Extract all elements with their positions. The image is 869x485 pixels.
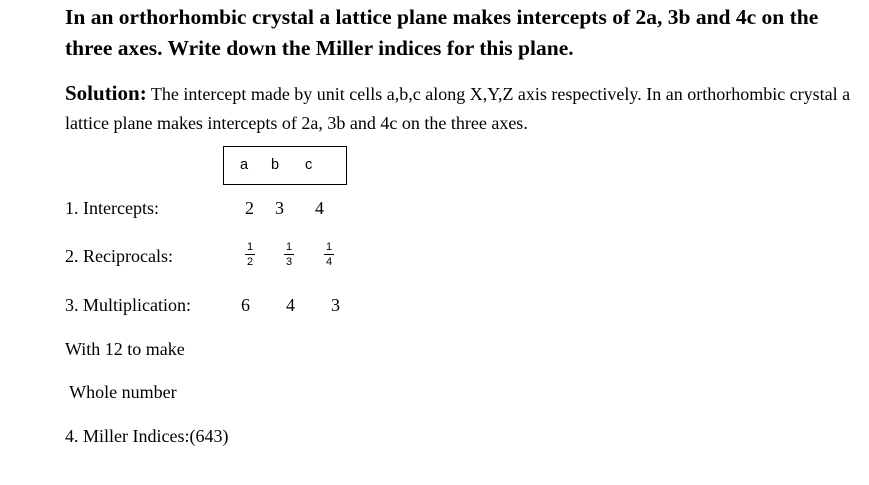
multiplication-value: 6	[241, 295, 250, 315]
intercepts-label: 1. Intercepts:	[65, 198, 159, 218]
axis-label-c: c	[305, 157, 313, 173]
intercept-value: 3	[275, 198, 284, 218]
fraction-numerator: 1	[246, 241, 254, 253]
miller-indices-result: 4. Miller Indices:(643)	[65, 426, 229, 446]
solution-label: Solution:	[65, 81, 147, 105]
axis-label-a: a	[240, 157, 249, 173]
multiplication-label: 3. Multiplication:	[65, 295, 191, 315]
intercept-value: 2	[245, 198, 254, 218]
fraction-denominator: 2	[246, 256, 254, 268]
solution-paragraph	[65, 79, 855, 138]
fraction-numerator: 1	[325, 241, 333, 253]
fraction-bar	[324, 254, 334, 255]
axis-header-box	[223, 146, 347, 185]
fraction-numerator: 1	[285, 241, 293, 253]
reciprocal-fraction	[245, 241, 255, 268]
reciprocals-label: 2. Reciprocals:	[65, 246, 173, 266]
intercept-value: 4	[315, 198, 324, 218]
reciprocal-fraction	[324, 241, 334, 268]
fraction-denominator: 4	[325, 256, 333, 268]
fraction-denominator: 3	[285, 256, 293, 268]
fraction-bar	[284, 254, 294, 255]
question-text: In an orthorhombic crystal a lattice plane makes intercepts of 2a, 3b and 4c on the three axes. Write down the Miller indices for this plane.	[65, 5, 819, 60]
multiplication-value: 4	[286, 295, 295, 315]
note-line-1: With 12 to make	[65, 339, 185, 359]
fraction-bar	[245, 254, 255, 255]
reciprocal-fraction	[284, 241, 294, 268]
note-line-2: Whole number	[65, 382, 177, 402]
axis-label-b: b	[271, 157, 280, 173]
solution-text: The intercept made by unit cells a,b,c along X,Y,Z axis respectively. In an orthorhombic crystal a lattice plane makes intercepts of 2a, 3b and 4c on the three axes.	[65, 84, 851, 133]
multiplication-value: 3	[331, 295, 340, 315]
